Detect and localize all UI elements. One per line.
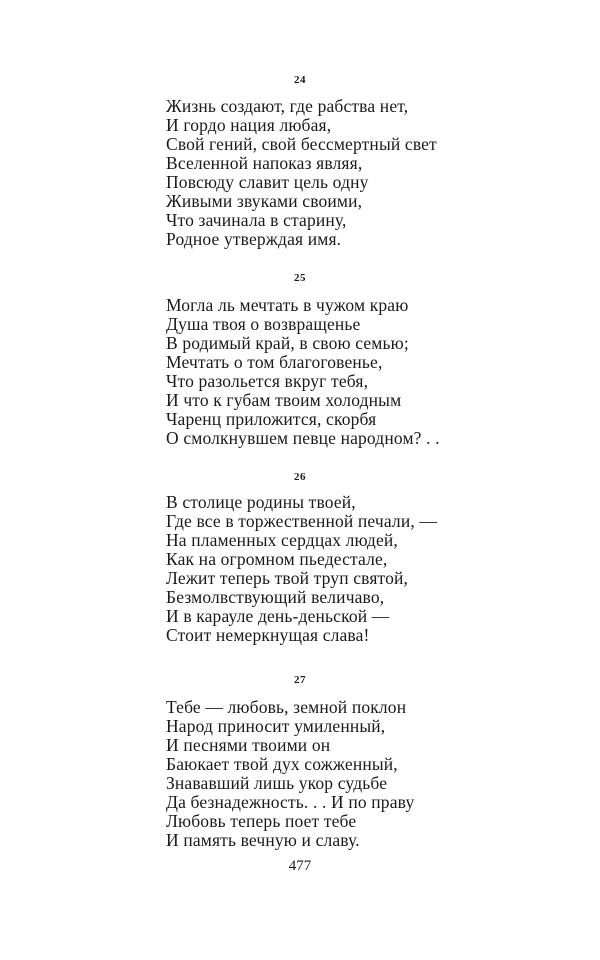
verse-line: Могла ль мечтать в чужом краю <box>166 295 409 315</box>
verse-line: Народ приносит умиленный, <box>166 716 386 736</box>
verse-line: Лежит теперь твой труп святой, <box>166 568 409 588</box>
verse-line: Стоит немеркнущая слава! <box>166 625 370 645</box>
verse-line: Живыми звуками своими, <box>166 191 363 211</box>
verse-line: Где все в торжественной печали, — <box>166 511 438 531</box>
verse-line: На пламенных сердцах людей, <box>166 530 398 550</box>
verse-line: Любовь теперь поет тебе <box>166 811 357 831</box>
stanza-lines <box>166 296 586 448</box>
stanza-number: 26 <box>294 471 306 483</box>
verse-line: Тебе — любовь, земной поклон <box>166 697 407 717</box>
verse-line: Как на огромном пьедестале, <box>166 549 388 569</box>
page-number: 477 <box>288 858 312 874</box>
verse-line: О смолкнувшем певце народном? . . <box>166 428 440 448</box>
stanza-lines <box>166 493 586 645</box>
verse-line: Безмолвствующий величаво, <box>166 587 385 607</box>
verse-line: Да безнадежность. . . И по праву <box>166 792 415 812</box>
verse-line: Чаренц приложится, скорбя <box>166 409 377 429</box>
stanza-number: 24 <box>294 74 306 86</box>
verse-line: И песнями твоими он <box>166 735 331 755</box>
verse-line: Что зачинала в старину, <box>166 210 347 230</box>
verse-line: Мечтать о том благоговенье, <box>166 352 383 372</box>
verse-line: В столице родины твоей, <box>166 492 356 512</box>
verse-line: И что к губам твоим холодным <box>166 390 402 410</box>
verse-line: И гордо нация любая, <box>166 115 332 135</box>
verse-line: Что разольется вкруг тебя, <box>166 371 369 391</box>
stanza-number: 27 <box>294 674 306 686</box>
verse-line: Свой гений, свой бессмертный свет <box>166 134 437 154</box>
verse-line: Жизнь создают, где рабства нет, <box>166 96 409 116</box>
verse-line: Вселенной напоказ являя, <box>166 153 363 173</box>
verse-line: Баюкает твой дух сожженный, <box>166 754 398 774</box>
verse-line: И память вечную и славу. <box>166 830 360 850</box>
stanza-number: 25 <box>294 272 306 284</box>
stanza-lines <box>166 97 586 249</box>
stanza-lines <box>166 698 586 850</box>
verse-line: Душа твоя о возвращенье <box>166 314 361 334</box>
verse-line: В родимый край, в свою семью; <box>166 333 409 353</box>
verse-line: Повсюду славит цель одну <box>166 172 369 192</box>
verse-line: И в карауле день-деньской — <box>166 606 390 626</box>
verse-line: Родное утверждая имя. <box>166 229 342 249</box>
verse-line: Знававший лишь укор судьбе <box>166 773 388 793</box>
